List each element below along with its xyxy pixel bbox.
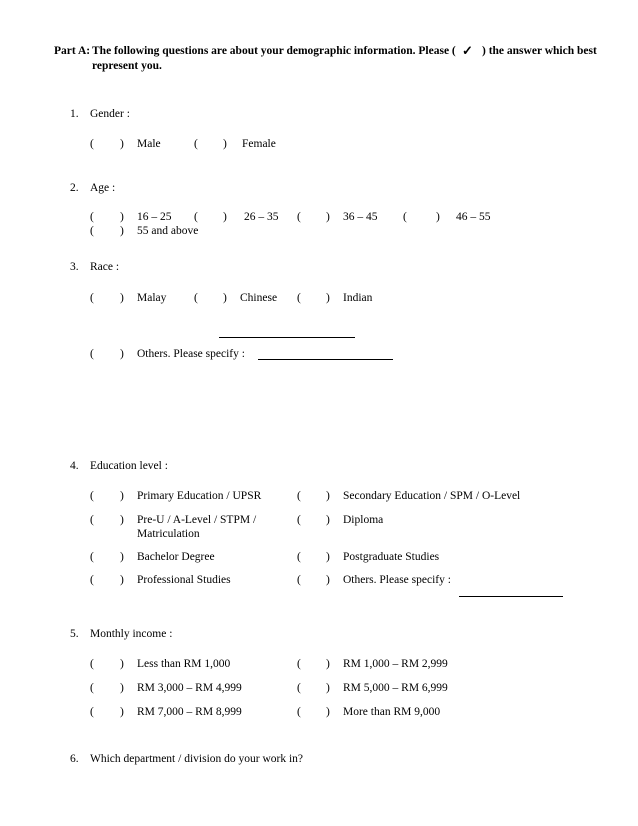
question-label-age: Age : xyxy=(90,182,116,194)
paren-open: ( xyxy=(194,138,198,150)
paren-open: ( xyxy=(194,211,198,223)
option-label-postgraduate-studies: Postgraduate Studies xyxy=(343,551,440,563)
option-label-income-1000-2999: RM 1,000 – RM 2,999 xyxy=(343,658,448,670)
paren-close: ) xyxy=(120,514,124,526)
paren-open: ( xyxy=(297,658,301,670)
option-label-chinese: Chinese xyxy=(240,292,278,304)
paren-close: ) xyxy=(120,292,124,304)
option-label-matriculation: Matriculation xyxy=(137,528,200,540)
paren-open: ( xyxy=(403,211,407,223)
question-number: 1. xyxy=(70,108,79,120)
option-label-male: Male xyxy=(137,138,161,150)
option-label-pre-u: Pre-U / A-Level / STPM / xyxy=(137,514,257,526)
paren-open: ( xyxy=(297,211,301,223)
paren-open: ( xyxy=(90,490,94,502)
race-others-specify-field[interactable] xyxy=(258,359,393,360)
question-label-monthly-income: Monthly income : xyxy=(90,628,173,640)
question-label-education: Education level : xyxy=(90,460,168,472)
question-label-gender: Gender : xyxy=(90,108,130,120)
paren-close: ) xyxy=(120,574,124,586)
option-label-income-5000-6999: RM 5,000 – RM 6,999 xyxy=(343,682,448,694)
paren-open: ( xyxy=(90,658,94,670)
paren-close: ) xyxy=(120,682,124,694)
paren-open: ( xyxy=(90,682,94,694)
paren-close: ) xyxy=(326,682,330,694)
paren-open: ( xyxy=(90,211,94,223)
option-label-age-55-above: 55 and above xyxy=(137,225,199,237)
paren-open: ( xyxy=(297,514,301,526)
paren-close: ) xyxy=(326,211,330,223)
option-label-income-less-1000: Less than RM 1,000 xyxy=(137,658,231,670)
paren-open: ( xyxy=(297,682,301,694)
paren-close: ) xyxy=(120,211,124,223)
paren-open: ( xyxy=(297,706,301,718)
paren-open: ( xyxy=(90,138,94,150)
option-label-education-others: Others. Please specify : xyxy=(343,574,451,586)
paren-open: ( xyxy=(297,551,301,563)
paren-open: ( xyxy=(297,574,301,586)
question-number: 5. xyxy=(70,628,79,640)
paren-close: ) xyxy=(223,138,227,150)
option-label-age-46-55: 46 – 55 xyxy=(456,211,491,223)
question-number: 2. xyxy=(70,182,79,194)
option-label-age-36-45: 36 – 45 xyxy=(343,211,378,223)
paren-close: ) xyxy=(326,292,330,304)
part-a-label: Part A: xyxy=(54,45,91,57)
option-label-secondary-education: Secondary Education / SPM / O-Level xyxy=(343,490,521,502)
option-label-indian: Indian xyxy=(343,292,373,304)
paren-close: ) xyxy=(326,574,330,586)
paren-close: ) xyxy=(223,292,227,304)
education-others-specify-field[interactable] xyxy=(459,596,563,597)
option-label-race-others: Others. Please specify : xyxy=(137,348,245,360)
paren-close: ) xyxy=(326,551,330,563)
paren-close: ) xyxy=(120,138,124,150)
paren-open: ( xyxy=(194,292,198,304)
paren-open: ( xyxy=(90,551,94,563)
paren-open: ( xyxy=(90,514,94,526)
paren-open: ( xyxy=(90,706,94,718)
instruction-text-before-check: The following questions are about your demographic information. Please ( xyxy=(92,45,456,57)
paren-close: ) xyxy=(436,211,440,223)
paren-close: ) xyxy=(120,706,124,718)
blank-line xyxy=(219,337,355,338)
paren-open: ( xyxy=(90,225,94,237)
paren-open: ( xyxy=(90,574,94,586)
option-label-income-more-9000: More than RM 9,000 xyxy=(343,706,441,718)
check-mark-icon: ✓ xyxy=(462,43,473,58)
paren-close: ) xyxy=(120,551,124,563)
question-label-department: Which department / division do your work in? xyxy=(90,753,304,765)
question-label-race: Race : xyxy=(90,261,120,273)
paren-close: ) xyxy=(326,658,330,670)
paren-open: ( xyxy=(297,490,301,502)
paren-open: ( xyxy=(90,292,94,304)
instruction-text-after-check: ) the answer which best xyxy=(482,45,597,57)
paren-close: ) xyxy=(223,211,227,223)
paren-close: ) xyxy=(120,658,124,670)
option-label-age-16-25: 16 – 25 xyxy=(137,211,172,223)
option-label-bachelor-degree: Bachelor Degree xyxy=(137,551,215,563)
paren-open: ( xyxy=(90,348,94,360)
paren-close: ) xyxy=(120,490,124,502)
paren-close: ) xyxy=(326,514,330,526)
question-number: 4. xyxy=(70,460,79,472)
paren-close: ) xyxy=(326,706,330,718)
paren-close: ) xyxy=(120,225,124,237)
option-label-income-3000-4999: RM 3,000 – RM 4,999 xyxy=(137,682,242,694)
option-label-primary-education: Primary Education / UPSR xyxy=(137,490,262,502)
option-label-professional-studies: Professional Studies xyxy=(137,574,231,586)
instruction-text-line2: represent you. xyxy=(92,60,162,72)
option-label-female: Female xyxy=(242,138,276,150)
question-number: 3. xyxy=(70,261,79,273)
question-number: 6. xyxy=(70,753,79,765)
option-label-age-26-35: 26 – 35 xyxy=(244,211,279,223)
paren-open: ( xyxy=(297,292,301,304)
paren-close: ) xyxy=(120,348,124,360)
option-label-income-7000-8999: RM 7,000 – RM 8,999 xyxy=(137,706,242,718)
option-label-diploma: Diploma xyxy=(343,514,384,526)
paren-close: ) xyxy=(326,490,330,502)
option-label-malay: Malay xyxy=(137,292,167,304)
